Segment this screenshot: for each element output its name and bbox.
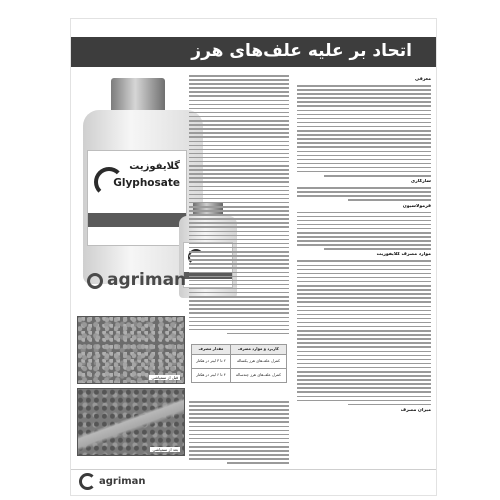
heading-formulation: فرمولاسیون [402,203,431,209]
heading-dosage: میزان مصرف [400,407,431,413]
heading-uses: موارد مصرف گلایفوزیت [376,252,431,258]
heading-intro: معرفی [415,77,431,82]
product-name-fa: گلایفوزیت [129,161,180,172]
table-header-row [192,345,287,355]
table-row [192,355,287,369]
caption-before: قبل از سمپاشی [151,375,178,380]
table-header-cell: کاربرد و موارد مصرف [230,345,286,355]
title-banner [71,37,436,67]
bottle-label-large [87,150,187,246]
text-column-bottom [189,401,289,467]
text-column-middle [189,75,289,337]
footer-divider [71,469,436,470]
table-cell: ۴ تا ۶ لیتر در هکتار [192,369,231,383]
brand-logo-icon [87,273,103,289]
footer-logo [79,473,146,491]
table-header-cell: مقدار مصرف [192,345,231,355]
document-page [70,18,437,496]
agriman-logo-icon [79,473,96,490]
label-stripe [88,213,186,227]
heading-compatibility: سازگاری [410,179,431,185]
table-cell: ۲ تا ۳ لیتر در هکتار [192,355,231,369]
table-cell: کنترل علف‌های هرز چندساله [230,369,286,383]
text-column-right [297,75,431,416]
field-photo-after [77,388,185,456]
product-brand: agriman [107,270,187,290]
caption-after: بعد از سمپاشی [152,447,178,452]
dosage-table [191,344,287,383]
footer-brand: agriman [99,476,146,487]
table-row [192,369,287,383]
field-photo-before [77,316,185,384]
page-title: اتحاد بر علیه علف‌های هرز [191,41,412,61]
table-cell: کنترل علف‌های هرز یکساله [230,355,286,369]
product-name-en: Glyphosate [113,177,180,189]
